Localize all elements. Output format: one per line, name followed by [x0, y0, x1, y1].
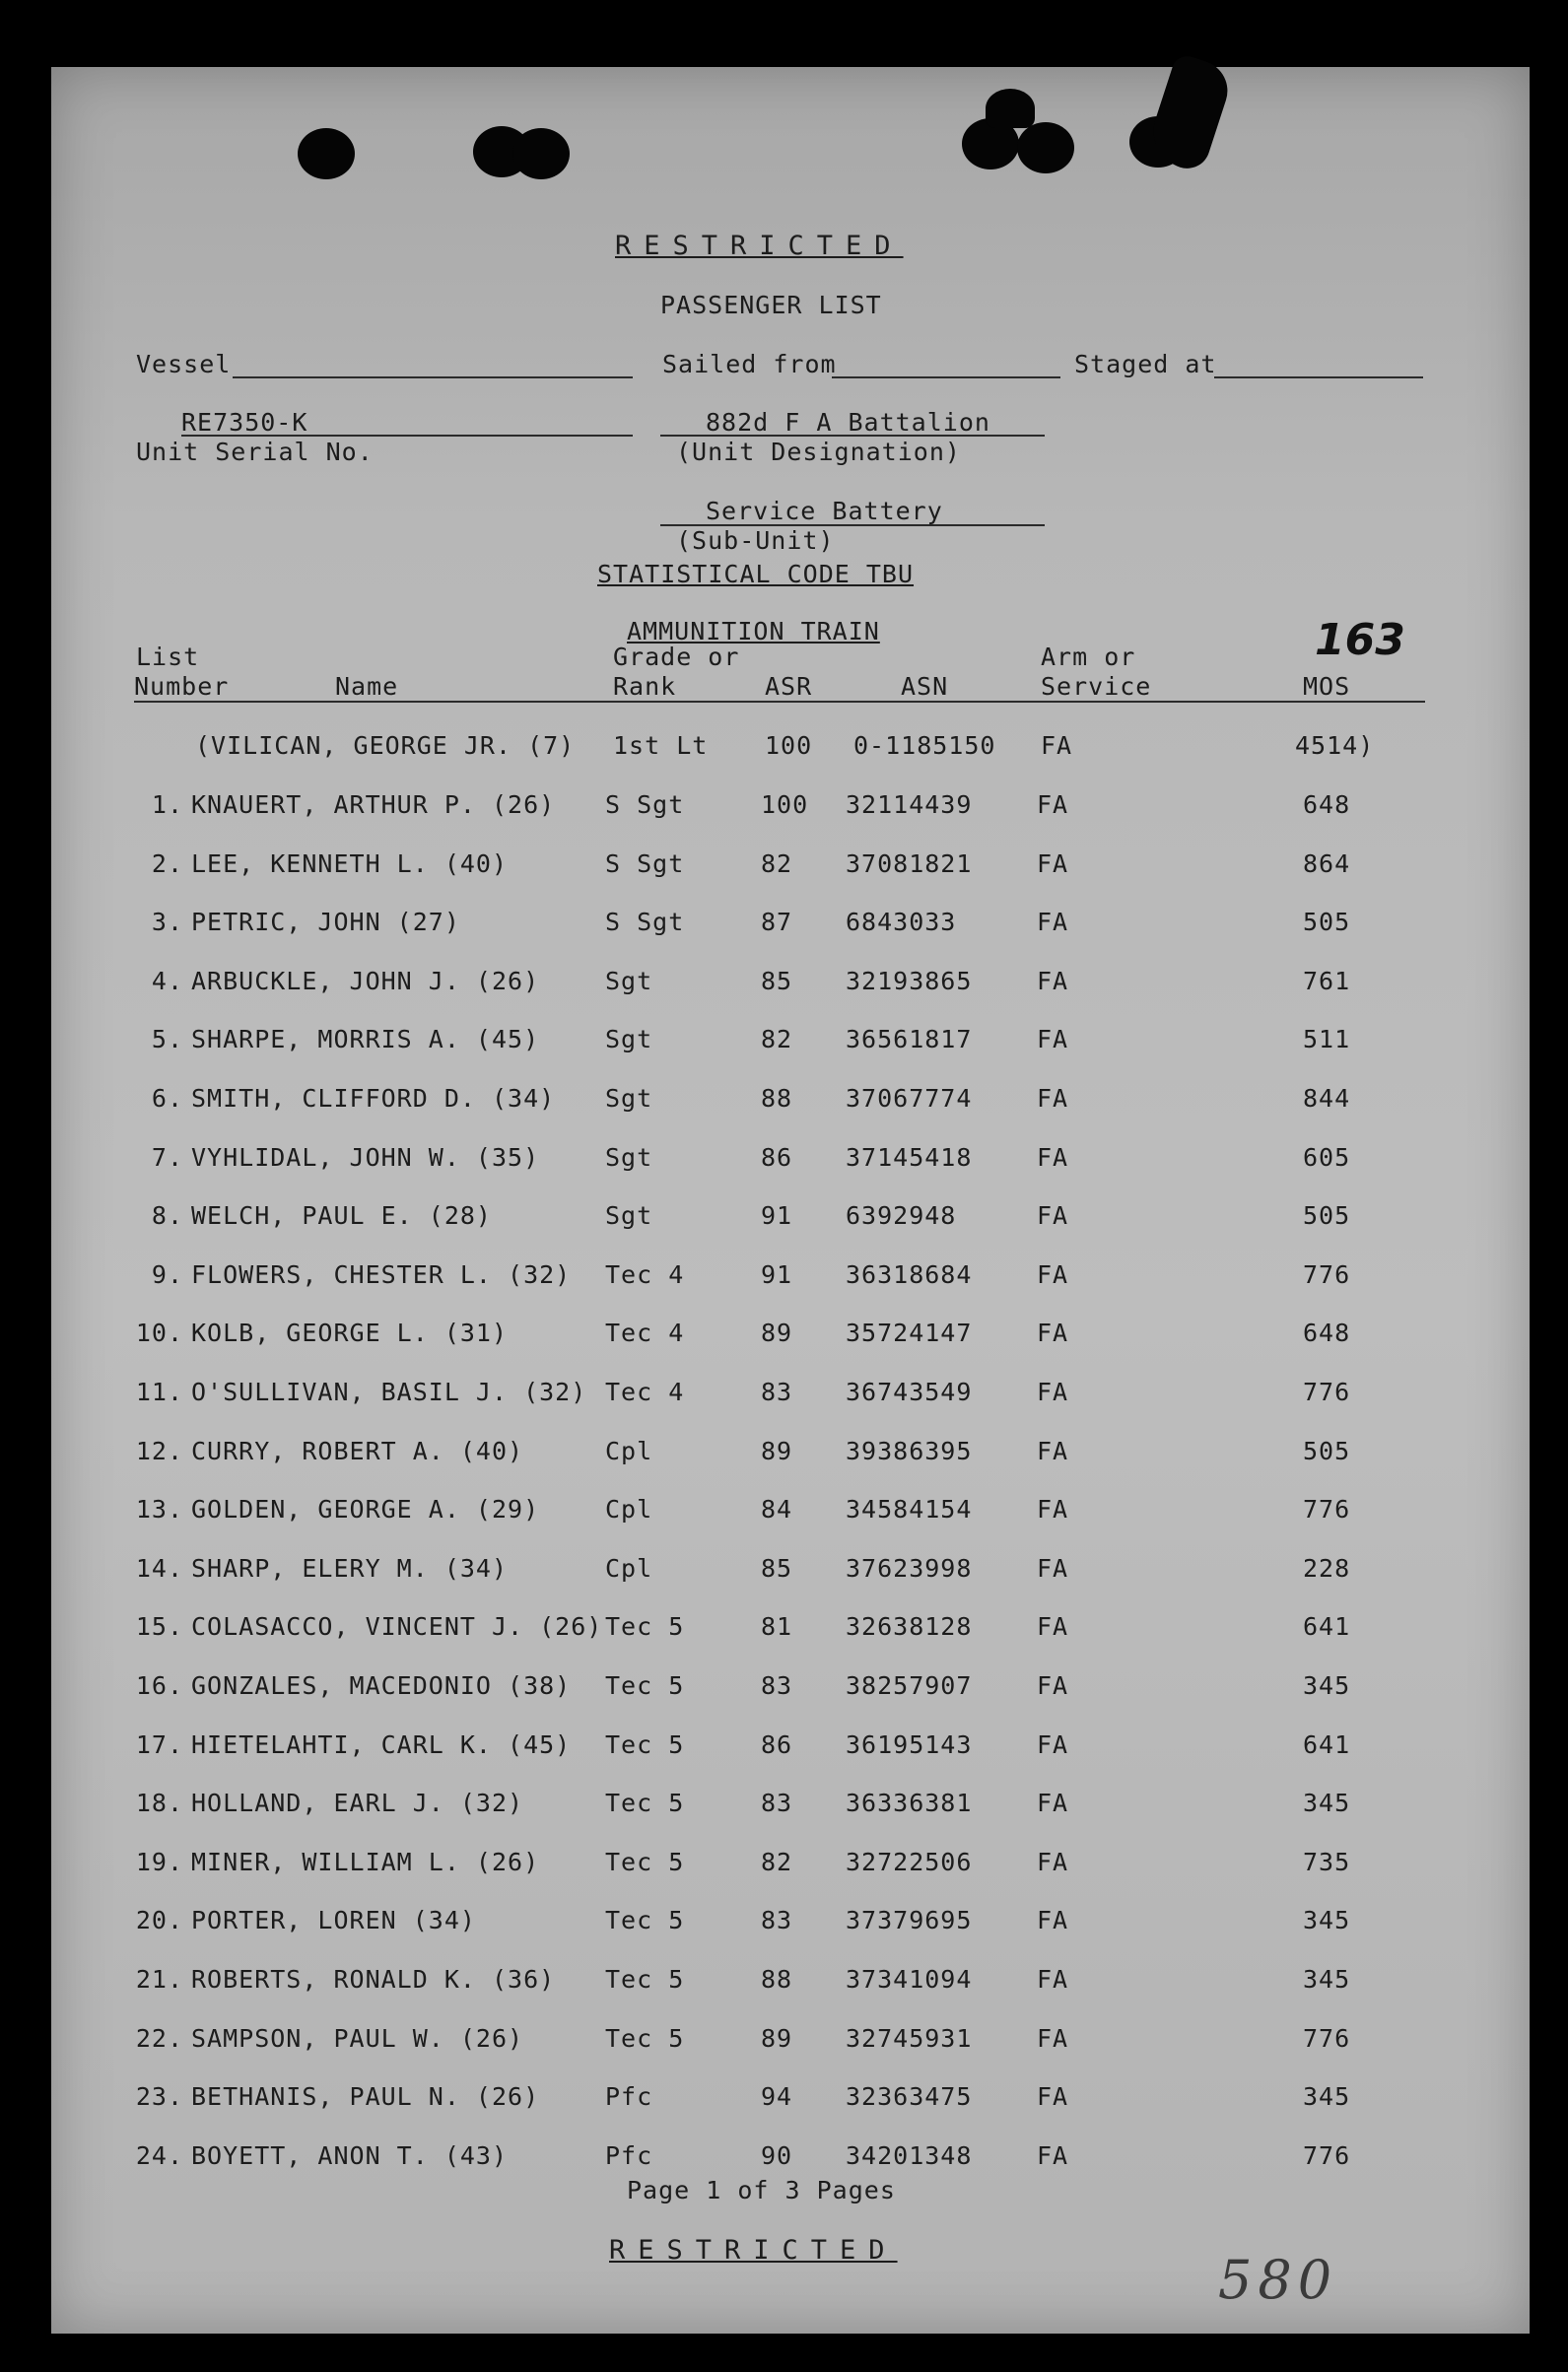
row-mos: 345	[1303, 2082, 1351, 2111]
row-asr: 88	[761, 1084, 793, 1113]
row-asn: 32193865	[846, 967, 973, 995]
ammunition-train: AMMUNITION TRAIN	[627, 617, 880, 645]
row-asn: 36318684	[846, 1260, 973, 1289]
officer-mos: 4514)	[1295, 731, 1375, 760]
row-number: 22.	[135, 2024, 183, 2053]
punch-hole-1	[298, 128, 355, 179]
row-grade: Tec 4	[605, 1319, 685, 1347]
row-arm: FA	[1037, 1789, 1069, 1817]
row-grade: Tec 4	[605, 1260, 685, 1289]
statistical-code: STATISTICAL CODE TBU	[597, 560, 915, 588]
row-mos: 511	[1303, 1025, 1351, 1053]
row-mos: 648	[1303, 790, 1351, 819]
row-grade: S Sgt	[605, 849, 685, 878]
row-grade: Sgt	[605, 1025, 653, 1053]
row-mos: 641	[1303, 1612, 1351, 1641]
col-list-number-1: List	[136, 643, 200, 671]
row-asr: 83	[761, 1906, 793, 1934]
row-arm: FA	[1037, 1848, 1069, 1876]
row-grade: Tec 5	[605, 1789, 685, 1817]
row-asr: 89	[761, 2024, 793, 2053]
row-number: 17.	[135, 1730, 183, 1759]
col-mos: MOS	[1303, 672, 1351, 701]
row-number: 24.	[135, 2141, 183, 2170]
row-name: O'SULLIVAN, BASIL J. (32)	[191, 1378, 587, 1406]
row-mos: 648	[1303, 1319, 1351, 1347]
row-asn: 35724147	[846, 1319, 973, 1347]
row-arm: FA	[1037, 967, 1069, 995]
row-grade: Tec 5	[605, 1612, 685, 1641]
row-grade: Pfc	[605, 2141, 653, 2170]
officer-name: (VILICAN, GEORGE JR. (7)	[195, 731, 576, 760]
row-asn: 37081821	[846, 849, 973, 878]
row-name: SAMPSON, PAUL W. (26)	[191, 2024, 524, 2053]
row-mos: 776	[1303, 1260, 1351, 1289]
row-asn: 37623998	[846, 1554, 973, 1583]
unit-designation-line	[660, 435, 1045, 437]
restricted-bottom: RESTRICTED	[609, 2235, 898, 2266]
row-arm: FA	[1037, 849, 1069, 878]
row-asr: 86	[761, 1143, 793, 1172]
row-number: 11.	[135, 1378, 183, 1406]
row-name: KNAUERT, ARTHUR P. (26)	[191, 790, 556, 819]
row-asn: 32638128	[846, 1612, 973, 1641]
row-asn: 39386395	[846, 1437, 973, 1465]
unit-designation-label: (Unit Designation)	[676, 438, 961, 466]
document-page	[51, 67, 1530, 2334]
row-asn: 6392948	[846, 1201, 957, 1230]
sailed-from-label: Sailed from	[662, 350, 837, 378]
row-mos: 641	[1303, 1730, 1351, 1759]
row-grade: Tec 5	[605, 1906, 685, 1934]
row-number: 14.	[135, 1554, 183, 1583]
unit-designation-value: 882d F A Battalion	[706, 408, 990, 437]
row-asn: 34584154	[846, 1495, 973, 1524]
row-mos: 735	[1303, 1848, 1351, 1876]
row-name: BETHANIS, PAUL N. (26)	[191, 2082, 540, 2111]
row-grade: Tec 5	[605, 1965, 685, 1994]
row-number: 5.	[151, 1025, 183, 1053]
row-asn: 34201348	[846, 2141, 973, 2170]
row-asn: 37341094	[846, 1965, 973, 1994]
row-arm: FA	[1037, 2141, 1069, 2170]
header-underline	[134, 701, 1425, 703]
row-asn: 37145418	[846, 1143, 973, 1172]
row-number: 12.	[135, 1437, 183, 1465]
row-mos: 776	[1303, 1495, 1351, 1524]
row-number: 20.	[135, 1906, 183, 1934]
handwritten-number: 580	[1218, 2249, 1338, 2311]
row-asn: 32114439	[846, 790, 973, 819]
row-arm: FA	[1037, 1671, 1069, 1700]
row-asr: 82	[761, 849, 793, 878]
row-arm: FA	[1037, 1319, 1069, 1347]
document-title: PASSENGER LIST	[660, 291, 882, 319]
row-arm: FA	[1037, 1906, 1069, 1934]
row-number: 4.	[151, 967, 183, 995]
row-asn: 36195143	[846, 1730, 973, 1759]
row-mos: 761	[1303, 967, 1351, 995]
row-arm: FA	[1037, 1378, 1069, 1406]
row-name: VYHLIDAL, JOHN W. (35)	[191, 1143, 540, 1172]
row-grade: S Sgt	[605, 790, 685, 819]
row-name: ARBUCKLE, JOHN J. (26)	[191, 967, 540, 995]
row-grade: Sgt	[605, 1084, 653, 1113]
row-name: COLASACCO, VINCENT J. (26)	[191, 1612, 603, 1641]
row-mos: 864	[1303, 849, 1351, 878]
torn-notch	[986, 89, 1035, 128]
row-asr: 91	[761, 1260, 793, 1289]
row-number: 9.	[151, 1260, 183, 1289]
row-number: 6.	[151, 1084, 183, 1113]
col-asr: ASR	[765, 672, 813, 701]
sub-unit-label: (Sub-Unit)	[676, 526, 835, 555]
row-arm: FA	[1037, 1437, 1069, 1465]
row-asn: 32745931	[846, 2024, 973, 2053]
row-mos: 345	[1303, 1789, 1351, 1817]
row-name: ROBERTS, RONALD K. (36)	[191, 1965, 556, 1994]
row-mos: 345	[1303, 1965, 1351, 1994]
row-name: LEE, KENNETH L. (40)	[191, 849, 509, 878]
row-number: 13.	[135, 1495, 183, 1524]
row-mos: 345	[1303, 1671, 1351, 1700]
punch-hole-3	[512, 128, 570, 179]
row-grade: S Sgt	[605, 908, 685, 936]
officer-grade: 1st Lt	[613, 731, 709, 760]
row-grade: Tec 5	[605, 1848, 685, 1876]
row-grade: Cpl	[605, 1495, 653, 1524]
row-name: SMITH, CLIFFORD D. (34)	[191, 1084, 556, 1113]
row-asn: 37379695	[846, 1906, 973, 1934]
officer-asn: 0-1185150	[853, 731, 996, 760]
row-name: GONZALES, MACEDONIO (38)	[191, 1671, 572, 1700]
sub-unit-value: Service Battery	[706, 497, 943, 525]
row-asr: 89	[761, 1319, 793, 1347]
row-arm: FA	[1037, 1554, 1069, 1583]
row-name: FLOWERS, CHESTER L. (32)	[191, 1260, 572, 1289]
row-asr: 85	[761, 967, 793, 995]
row-name: KOLB, GEORGE L. (31)	[191, 1319, 509, 1347]
col-name: Name	[335, 672, 399, 701]
row-number: 2.	[151, 849, 183, 878]
row-grade: Tec 5	[605, 1730, 685, 1759]
row-asn: 36336381	[846, 1789, 973, 1817]
sailed-from-line	[832, 376, 1060, 378]
row-arm: FA	[1037, 1965, 1069, 1994]
row-asn: 6843033	[846, 908, 957, 936]
row-asr: 88	[761, 1965, 793, 1994]
row-number: 3.	[151, 908, 183, 936]
col-arm-1: Arm or	[1041, 643, 1136, 671]
row-mos: 505	[1303, 1201, 1351, 1230]
staged-at-label: Staged at	[1074, 350, 1217, 378]
row-mos: 776	[1303, 1378, 1351, 1406]
row-mos: 776	[1303, 2141, 1351, 2170]
row-asr: 81	[761, 1612, 793, 1641]
row-asn: 36561817	[846, 1025, 973, 1053]
unit-serial-line	[181, 435, 633, 437]
row-name: WELCH, PAUL E. (28)	[191, 1201, 492, 1230]
col-asn: ASN	[901, 672, 949, 701]
row-name: BOYETT, ANON T. (43)	[191, 2141, 509, 2170]
restricted-top: RESTRICTED	[615, 231, 904, 261]
row-name: PETRIC, JOHN (27)	[191, 908, 460, 936]
row-number: 19.	[135, 1848, 183, 1876]
unit-serial-value: RE7350-K	[181, 408, 308, 437]
row-mos: 776	[1303, 2024, 1351, 2053]
row-number: 10.	[135, 1319, 183, 1347]
row-mos: 505	[1303, 1437, 1351, 1465]
row-asr: 84	[761, 1495, 793, 1524]
row-name: HIETELAHTI, CARL K. (45)	[191, 1730, 572, 1759]
row-name: HOLLAND, EARL J. (32)	[191, 1789, 524, 1817]
row-grade: Tec 5	[605, 2024, 685, 2053]
row-asr: 85	[761, 1554, 793, 1583]
row-grade: Tec 5	[605, 1671, 685, 1700]
row-grade: Sgt	[605, 1143, 653, 1172]
stamp-number: 163	[1315, 615, 1405, 665]
row-arm: FA	[1037, 1143, 1069, 1172]
row-asr: 94	[761, 2082, 793, 2111]
row-number: 15.	[135, 1612, 183, 1641]
row-asr: 91	[761, 1201, 793, 1230]
row-mos: 505	[1303, 908, 1351, 936]
row-asn: 32363475	[846, 2082, 973, 2111]
row-name: GOLDEN, GEORGE A. (29)	[191, 1495, 540, 1524]
vessel-line	[233, 376, 633, 378]
row-arm: FA	[1037, 1260, 1069, 1289]
col-list-number-2: Number	[134, 672, 230, 701]
row-number: 7.	[151, 1143, 183, 1172]
staged-at-line	[1214, 376, 1423, 378]
row-grade: Tec 4	[605, 1378, 685, 1406]
row-asr: 90	[761, 2141, 793, 2170]
row-arm: FA	[1037, 1730, 1069, 1759]
col-grade-2: Rank	[613, 672, 677, 701]
row-mos: 605	[1303, 1143, 1351, 1172]
row-arm: FA	[1037, 790, 1069, 819]
row-asr: 83	[761, 1378, 793, 1406]
row-name: CURRY, ROBERT A. (40)	[191, 1437, 524, 1465]
row-number: 18.	[135, 1789, 183, 1817]
row-name: MINER, WILLIAM L. (26)	[191, 1848, 540, 1876]
row-number: 23.	[135, 2082, 183, 2111]
row-asr: 100	[761, 790, 809, 819]
punch-hole-5	[1017, 122, 1074, 173]
row-number: 16.	[135, 1671, 183, 1700]
row-mos: 345	[1303, 1906, 1351, 1934]
row-asn: 32722506	[846, 1848, 973, 1876]
unit-serial-label: Unit Serial No.	[136, 438, 374, 466]
row-arm: FA	[1037, 1201, 1069, 1230]
row-grade: Sgt	[605, 967, 653, 995]
row-grade: Pfc	[605, 2082, 653, 2111]
page-info: Page 1 of 3 Pages	[627, 2176, 896, 2204]
row-asr: 83	[761, 1671, 793, 1700]
row-arm: FA	[1037, 1495, 1069, 1524]
row-name: PORTER, LOREN (34)	[191, 1906, 476, 1934]
row-arm: FA	[1037, 1084, 1069, 1113]
row-number: 8.	[151, 1201, 183, 1230]
row-mos: 844	[1303, 1084, 1351, 1113]
officer-arm: FA	[1041, 731, 1073, 760]
row-mos: 228	[1303, 1554, 1351, 1583]
row-asr: 82	[761, 1848, 793, 1876]
row-name: SHARPE, MORRIS A. (45)	[191, 1025, 540, 1053]
row-asr: 86	[761, 1730, 793, 1759]
row-asr: 82	[761, 1025, 793, 1053]
row-arm: FA	[1037, 2024, 1069, 2053]
officer-asr: 100	[765, 731, 813, 760]
row-asn: 37067774	[846, 1084, 973, 1113]
row-arm: FA	[1037, 2082, 1069, 2111]
row-asr: 87	[761, 908, 793, 936]
row-asr: 83	[761, 1789, 793, 1817]
row-number: 21.	[135, 1965, 183, 1994]
row-name: SHARP, ELERY M. (34)	[191, 1554, 509, 1583]
row-asr: 89	[761, 1437, 793, 1465]
row-grade: Cpl	[605, 1554, 653, 1583]
row-grade: Cpl	[605, 1437, 653, 1465]
row-arm: FA	[1037, 908, 1069, 936]
vessel-label: Vessel	[136, 350, 232, 378]
col-arm-2: Service	[1041, 672, 1152, 701]
row-asn: 38257907	[846, 1671, 973, 1700]
row-number: 1.	[151, 790, 183, 819]
row-arm: FA	[1037, 1025, 1069, 1053]
row-asn: 36743549	[846, 1378, 973, 1406]
col-grade-1: Grade or	[613, 643, 740, 671]
row-grade: Sgt	[605, 1201, 653, 1230]
row-arm: FA	[1037, 1612, 1069, 1641]
